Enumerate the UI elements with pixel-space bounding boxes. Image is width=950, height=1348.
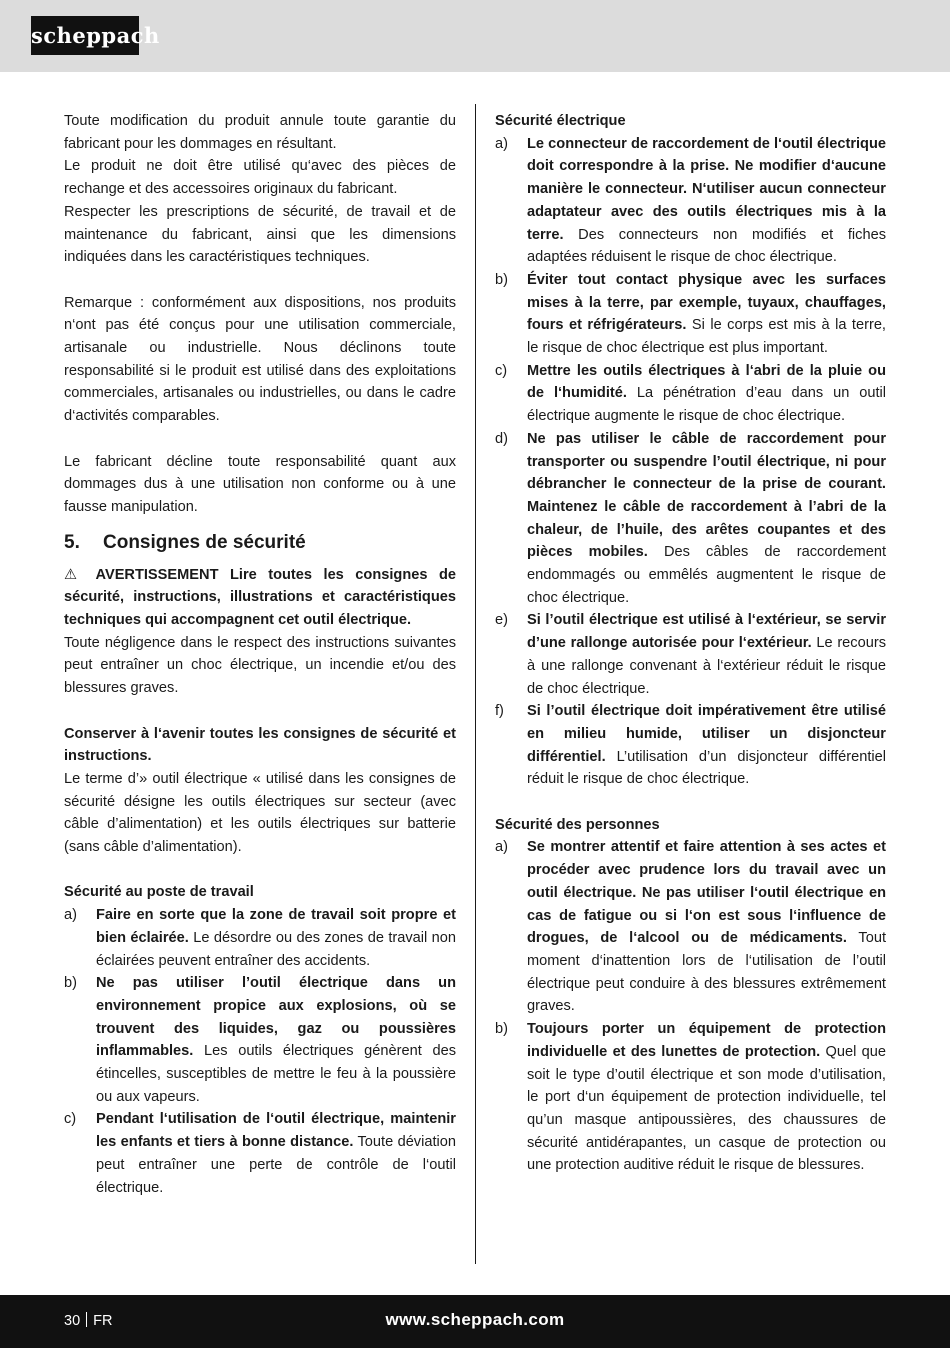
list-item: [495, 609, 886, 700]
keep-instructions-heading: Conserver à l‘avenir toutes les consignes de sécurité et instructions.: [64, 725, 456, 765]
item-bold: Toujours porter un équipement de protection individuelle et des lunettes de protection.: [527, 1021, 886, 1060]
list-item: [495, 836, 886, 1018]
list-item: [64, 1108, 456, 1199]
item-bold: Ne pas utiliser le câble de raccordement pour transporter ou suspendre l’outil électrique, ni pour débrancher le connecteur de la prise de courant. Maintenez le câble de raccordement à l’abri de la chaleur, de l’huile, des arêtes coupantes et des pièces mobiles.: [527, 430, 886, 561]
item-bold: Pendant l‘utilisation de l‘outil électrique, maintenir les enfants et tiers à bonne distance.: [96, 1111, 456, 1151]
page-header: [0, 0, 950, 72]
list-item: [495, 269, 886, 360]
item-bold: Le connecteur de raccordement de l‘outil électrique doit correspondre à la prise. Ne modifier d‘aucune manière le connecteur. N‘utiliser aucun connecteur adaptateur avec des outils électriques mis à la terre.: [527, 135, 886, 243]
item-text: Quel que soit le type d’outil électrique et son mode d’utilisation, le port d‘un équipement de protection individuelle, tel qu’un masque antipoussières, des chaussures de sécurité antidérapantes, un casque de protection ou une protection auditive réduit le risque de blessures.: [527, 1043, 886, 1174]
intro-paragraph: Toute modification du produit annule toute garantie du fabricant pour les dommages en résultant.: [64, 113, 456, 152]
item-text: Des câbles de raccordement endommagés ou emmêlés augmentent le risque de choc électrique.: [527, 544, 886, 606]
list-item: [64, 904, 456, 972]
keep-instructions-text: Le terme d’» outil électrique « utilisé dans les consignes de sécurité désigne les outils électriques sur secteur (avec câble d’alimentation) et les outils électriques sur batterie (sans câble d’alimentation).: [64, 770, 456, 856]
intro-paragraph: Respecter les prescriptions de sécurité, de travail et de maintenance du fabricant, ainsi que les dimensions indiquées dans les caractéristiques techniques.: [64, 203, 456, 266]
item-label: a): [495, 839, 508, 856]
language-code: FR: [93, 1313, 113, 1329]
list-item: [495, 1018, 886, 1177]
item-text: Les outils électriques génèrent des étincelles, susceptibles de mettre le feu à la poussière ou aux vapeurs.: [96, 1043, 456, 1105]
persons-title: Sécurité des personnes: [495, 816, 660, 833]
item-label: c): [495, 362, 508, 379]
item-bold: Mettre les outils électriques à l‘abri de la pluie ou de l‘humidité.: [527, 362, 886, 402]
item-text: Des connecteurs non modifiés et fiches adaptées réduisent le risque de choc électrique.: [527, 226, 886, 266]
remark-paragraph: Remarque : conformément aux dispositions, nos produits n‘ont pas été conçus pour une utilisation commerciale, artisanale ou industrielle. Nous déclinons toute responsabilité si le produit est utilisé dans des exploitations commerciales, artisanales ou industrielles, ou dans le cadre d‘activités comparables.: [64, 294, 456, 425]
item-text: Le recours à une rallonge convenant à l‘extérieur réduit le risque de choc électrique.: [527, 635, 886, 697]
scheppach-logo: scheppach: [31, 16, 139, 55]
item-label: f): [495, 703, 504, 720]
list-item: [64, 972, 456, 1108]
electric-title: Sécurité électrique: [495, 113, 626, 129]
list-item: [495, 428, 886, 610]
warning-text: Toute négligence dans le respect des instructions suivantes peut entraîner un choc électrique, un incendie et/ou des blessures graves.: [64, 634, 456, 697]
warning-block: [64, 564, 456, 632]
workplace-title: Sécurité au poste de travail: [64, 884, 254, 901]
item-text: Si le corps est mis à la terre, le risque de choc électrique est plus important.: [527, 317, 886, 357]
section-number: 5.: [64, 531, 80, 553]
item-label: a): [495, 135, 508, 152]
item-bold: Ne pas utiliser l’outil électrique dans un environnement propice aux explosions, où se trouvent des liquides, gaz ou poussières inflammables.: [96, 975, 456, 1060]
warning-triangle-icon: ⚠: [64, 566, 85, 583]
list-item: [495, 700, 886, 791]
item-bold: Faire en sorte que la zone de travail soit propre et bien éclairée.: [96, 907, 456, 946]
item-text: Toute déviation peut entraîner une perte de contrôle de l‘outil électrique.: [96, 1134, 456, 1196]
item-bold: Si l’outil électrique est utilisé à l‘extérieur, se servir d’une rallonge autorisée pour l‘extérieur.: [527, 612, 886, 652]
intro-paragraph: Le produit ne doit être utilisé qu‘avec des pièces de rechange et des accessoires originaux du fabricant.: [64, 158, 456, 198]
item-label: e): [495, 612, 508, 629]
item-text: Le désordre ou des zones de travail non éclairées peuvent entraîner des accidents.: [96, 929, 457, 969]
list-item: [495, 360, 886, 428]
website-url: www.scheppach.com: [385, 1310, 565, 1329]
section-heading: [64, 531, 456, 555]
page-number: 30: [64, 1313, 81, 1329]
item-label: d): [495, 430, 508, 447]
item-bold: Se montrer attentif et faire attention à ses actes et procéder avec prudence lors du travail avec un outil électrique. Ne pas utiliser l‘outil électrique en cas de fatigue ou si l‘on est sous l‘influence de drogues, de l‘alcool ou de médicaments.: [527, 839, 886, 947]
warning-bold-text: AVERTISSEMENT Lire toutes les consignes de sécurité, instructions, illustrations et caractéristiques techniques qui accompagnent cet outil électrique.: [64, 566, 457, 629]
item-label: b): [64, 975, 77, 992]
right-column: [495, 110, 886, 1177]
item-label: b): [495, 1021, 508, 1038]
section-title: Consignes de sécurité: [103, 531, 306, 553]
item-label: b): [495, 271, 508, 288]
item-text: Tout moment d‘inattention lors de l‘utilisation de l’outil électrique peut conduire à des blessures extrêmement graves.: [527, 930, 886, 1015]
item-label: a): [64, 907, 77, 924]
liability-paragraph: Le fabricant décline toute responsabilité quant aux dommages dus à une utilisation non conforme ou à une fausse manipulation.: [64, 453, 456, 515]
item-bold: Si l’outil électrique doit impérativement être utilisé en milieu humide, utiliser un disjoncteur différentiel.: [527, 703, 886, 765]
item-bold: Éviter tout contact physique avec les surfaces mises à la terre, par exemple, tuyaux, chauffages, fours et réfrigérateurs.: [527, 271, 886, 334]
page-footer: [0, 1295, 950, 1348]
left-column: [64, 110, 456, 1199]
item-text: La pénétration d’eau dans un outil électrique augmente le risque de choc électrique.: [527, 385, 886, 425]
list-item: [495, 133, 886, 269]
column-divider: [475, 104, 476, 1264]
item-text: L’utilisation d’un disjoncteur différentiel réduit le risque de choc électrique.: [527, 748, 886, 788]
item-label: c): [64, 1111, 77, 1128]
